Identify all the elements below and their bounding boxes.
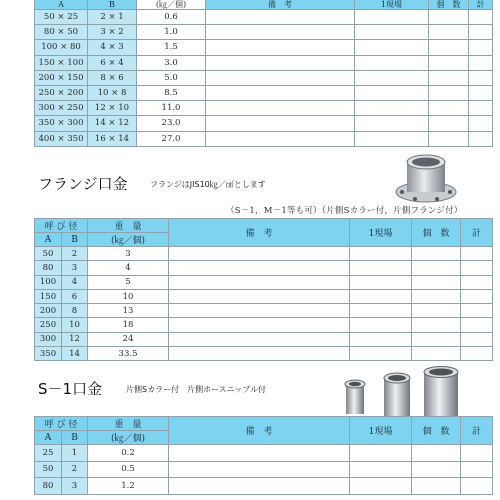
cell-qty <box>429 55 469 70</box>
cell-size-a: 150 × 100 <box>35 55 88 70</box>
cell-site <box>350 247 412 261</box>
cell-notes <box>169 347 350 361</box>
cell-qty <box>429 70 469 85</box>
cell-weight: 8.5 <box>137 85 206 100</box>
cell-size-a: 250 <box>35 318 62 332</box>
cell-qty <box>429 101 469 116</box>
col-header-total: 計 <box>469 0 493 10</box>
cell-qty <box>429 25 469 40</box>
cell-notes <box>169 478 350 495</box>
cell-size-a: 400 × 350 <box>35 131 88 146</box>
cell-size-b: 2 <box>62 461 88 478</box>
cell-notes <box>206 116 355 131</box>
cell-total <box>469 10 493 25</box>
table-row <box>35 289 493 303</box>
cell-size-b: 6 <box>62 289 88 303</box>
cell-site <box>355 25 429 40</box>
cell-notes <box>169 445 350 462</box>
cell-weight: 3.0 <box>137 55 206 70</box>
cell-qty <box>412 247 461 261</box>
cell-size-b: 3 × 2 <box>88 25 137 40</box>
cell-size-b: 2 × 1 <box>88 10 137 25</box>
cell-total <box>469 70 493 85</box>
cell-site <box>350 332 412 346</box>
cell-qty <box>412 304 461 318</box>
cell-notes <box>169 461 350 478</box>
cell-qty <box>412 478 461 495</box>
cell-site <box>355 85 429 100</box>
cell-weight: 27.0 <box>137 131 206 146</box>
cell-site <box>355 10 429 25</box>
cell-site <box>355 116 429 131</box>
col-header-site: 1現場 <box>355 0 429 10</box>
cell-notes <box>206 10 355 25</box>
cell-size-a: 80 × 50 <box>35 25 88 40</box>
cell-qty <box>412 347 461 361</box>
cell-size-b: 16 × 14 <box>88 131 137 146</box>
table-row <box>35 275 493 289</box>
cell-total <box>469 25 493 40</box>
table-row <box>35 347 493 361</box>
table-row <box>35 478 493 495</box>
col-header-b: B <box>62 431 88 445</box>
cell-size-b: 14 <box>62 347 88 361</box>
cell-size-b: 14 × 12 <box>88 116 137 131</box>
cell-size-a: 50 <box>35 461 62 478</box>
table-row <box>35 304 493 318</box>
col-header-weight: 重 量 <box>88 219 169 233</box>
cell-size-b: 6 × 4 <box>88 55 137 70</box>
cell-weight: 1.5 <box>137 40 206 55</box>
cell-total <box>461 461 493 478</box>
cell-weight: 23.0 <box>137 116 206 131</box>
cell-weight: 18 <box>88 318 169 332</box>
cell-qty <box>429 116 469 131</box>
cell-size-b: 12 × 10 <box>88 101 137 116</box>
table-row <box>35 55 493 70</box>
cell-weight: 13 <box>88 304 169 318</box>
cell-qty <box>412 445 461 462</box>
cell-site <box>350 445 412 462</box>
cell-notes <box>169 247 350 261</box>
cell-weight: 1.2 <box>88 478 169 495</box>
cell-total <box>461 332 493 346</box>
cell-qty <box>412 461 461 478</box>
cell-qty <box>429 10 469 25</box>
cell-total <box>461 289 493 303</box>
cell-notes <box>206 40 355 55</box>
reducer-size-table <box>34 0 493 147</box>
table-row <box>35 445 493 462</box>
cell-total <box>469 55 493 70</box>
cell-site <box>350 347 412 361</box>
table-row <box>35 247 493 261</box>
cell-size-a: 350 <box>35 347 62 361</box>
cell-site <box>350 318 412 332</box>
cell-total <box>461 275 493 289</box>
table-row <box>35 25 493 40</box>
cell-size-b: 10 × 8 <box>88 85 137 100</box>
col-header-total: 計 <box>461 417 493 445</box>
cell-total <box>461 304 493 318</box>
col-header-total: 計 <box>461 219 493 247</box>
cell-size-a: 250 × 200 <box>35 85 88 100</box>
cell-notes <box>169 261 350 275</box>
cell-size-a: 50 <box>35 247 62 261</box>
cell-size-a: 350 × 300 <box>35 116 88 131</box>
cell-size-b: 3 <box>62 261 88 275</box>
cell-qty <box>429 131 469 146</box>
cell-size-b: 4 <box>62 275 88 289</box>
cell-site <box>355 101 429 116</box>
cell-notes <box>206 131 355 146</box>
cell-site <box>355 40 429 55</box>
cell-notes <box>169 318 350 332</box>
col-header-b: B <box>62 233 88 247</box>
cell-weight: 4 <box>88 261 169 275</box>
cell-site <box>350 461 412 478</box>
col-header-notes: 備 考 <box>169 219 350 247</box>
cell-site <box>350 261 412 275</box>
cell-size-b: 3 <box>62 478 88 495</box>
table-row <box>35 318 493 332</box>
cell-qty <box>412 318 461 332</box>
cell-size-b: 2 <box>62 247 88 261</box>
cell-total <box>461 445 493 462</box>
cell-weight: 33.5 <box>88 347 169 361</box>
cell-size-a: 200 <box>35 304 62 318</box>
col-header-weight-unit: (㎏／個) <box>88 431 169 445</box>
cell-size-b: 10 <box>62 318 88 332</box>
cell-total <box>469 40 493 55</box>
cell-qty <box>429 85 469 100</box>
table-row <box>35 332 493 346</box>
s1-section-title: S－1口金 <box>38 380 103 398</box>
cell-site <box>350 304 412 318</box>
cell-site <box>355 131 429 146</box>
cell-size-b: 4 × 3 <box>88 40 137 55</box>
table-row <box>35 40 493 55</box>
cell-size-b: 8 × 6 <box>88 70 137 85</box>
col-header-a: A <box>35 0 88 10</box>
cell-total <box>461 478 493 495</box>
cell-weight: 1.0 <box>137 25 206 40</box>
col-header-a: A <box>35 431 62 445</box>
flange-section-title: フランジ口金 <box>38 175 128 193</box>
flange-section-note: フランジはJIS10㎏／㎠とします <box>150 180 266 189</box>
cell-notes <box>206 85 355 100</box>
s1-fitting-photo <box>340 366 466 418</box>
table-row <box>35 70 493 85</box>
cell-size-b: 8 <box>62 304 88 318</box>
cell-size-a: 300 <box>35 332 62 346</box>
cell-qty <box>429 40 469 55</box>
cell-size-a: 80 <box>35 478 62 495</box>
cell-size-a: 80 <box>35 261 62 275</box>
table-row <box>35 10 493 25</box>
cell-site <box>355 55 429 70</box>
cell-size-a: 100 <box>35 275 62 289</box>
flange-fitting-photo <box>393 152 459 204</box>
cell-site <box>350 478 412 495</box>
cell-weight: 0.2 <box>88 445 169 462</box>
cell-weight: 5 <box>88 275 169 289</box>
cell-qty <box>412 289 461 303</box>
cell-notes <box>206 70 355 85</box>
cell-size-a: 25 <box>35 445 62 462</box>
cell-total <box>461 261 493 275</box>
table-row <box>35 101 493 116</box>
cell-notes <box>169 275 350 289</box>
col-header-a: A <box>35 233 62 247</box>
cell-site <box>355 70 429 85</box>
cell-notes <box>169 332 350 346</box>
cell-weight: 3 <box>88 247 169 261</box>
cell-total <box>469 85 493 100</box>
table-row <box>35 85 493 100</box>
col-header-qty: 個 数 <box>429 0 469 10</box>
cell-total <box>469 116 493 131</box>
col-header-b: B <box>88 0 137 10</box>
cell-notes <box>169 304 350 318</box>
cell-size-a: 300 × 250 <box>35 101 88 116</box>
cell-total <box>469 101 493 116</box>
cell-weight: 24 <box>88 332 169 346</box>
col-header-size: 呼 び 径 <box>35 417 88 431</box>
cell-total <box>469 131 493 146</box>
s1-section-note: 片側Sカラー付 片側ホースニップル付 <box>126 385 267 394</box>
col-header-size: 呼 び 径 <box>35 219 88 233</box>
col-header-notes: 備 考 <box>169 417 350 445</box>
flange-fitting-table <box>34 218 493 361</box>
table-row <box>35 261 493 275</box>
cell-site <box>350 289 412 303</box>
col-header-weight: 重 量 <box>88 417 169 431</box>
cell-notes <box>169 289 350 303</box>
cell-weight: 5.0 <box>137 70 206 85</box>
cell-notes <box>206 25 355 40</box>
cell-size-a: 100 × 80 <box>35 40 88 55</box>
cell-weight: 0.5 <box>88 461 169 478</box>
cell-qty <box>412 332 461 346</box>
cell-size-b: 12 <box>62 332 88 346</box>
cell-notes <box>206 101 355 116</box>
cell-size-a: 200 × 150 <box>35 70 88 85</box>
cell-total <box>461 318 493 332</box>
cell-notes <box>206 55 355 70</box>
table-row <box>35 131 493 146</box>
cell-weight: 11.0 <box>137 101 206 116</box>
table-row <box>35 461 493 478</box>
col-header-notes: 備 考 <box>206 0 355 10</box>
flange-variant-note: （S－1，M－1等も可）（片側Sカラー付，片側フランジ付） <box>226 206 463 216</box>
s1-fitting-table <box>34 416 493 495</box>
col-header-qty: 個 数 <box>412 219 461 247</box>
cell-size-b: 1 <box>62 445 88 462</box>
col-header-weight-unit: (㎏／個) <box>137 0 206 10</box>
cell-total <box>461 347 493 361</box>
col-header-qty: 個 数 <box>412 417 461 445</box>
cell-size-a: 50 × 25 <box>35 10 88 25</box>
cell-total <box>461 247 493 261</box>
cell-size-a: 150 <box>35 289 62 303</box>
cell-weight: 0.6 <box>137 10 206 25</box>
cell-weight: 10 <box>88 289 169 303</box>
table-row <box>35 116 493 131</box>
cell-qty <box>412 261 461 275</box>
cell-qty <box>412 275 461 289</box>
col-header-site: 1現場 <box>350 417 412 445</box>
col-header-site: 1現場 <box>350 219 412 247</box>
cell-site <box>350 275 412 289</box>
col-header-weight-unit: (㎏／個) <box>88 233 169 247</box>
